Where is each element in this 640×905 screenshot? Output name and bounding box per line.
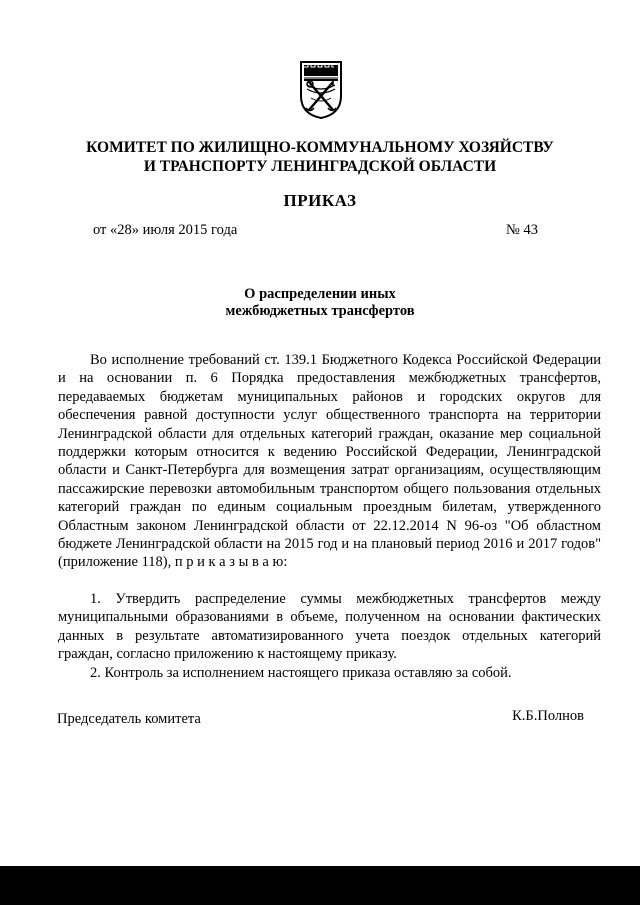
preamble-paragraph: Во исполнение требований ст. 139.1 Бюджетного Кодекса Российской Федерации и на основании п. 6 Порядка предоставления межбюджетных трансфертов, передаваемых бюджетам муниципальных районов и городских округов для обеспечения равной доступности услуг общественного транспорта на территории Ленинградской области для отдельных категорий граждан, оказание мер социальной поддержки которым относится к ведению Российской Федерации, Ленинградской области и Санкт-Петербурга для возмещения затрат организациям, осуществляющим пассажирские перевозки автомобильным транспортом общего пользования отдельных категорий граждан по единым социальным проездным билетам, утвержденного Областным законом Ленинградской области от 22.12.2014 N 96-оз "Об областном бюджете Ленинградской области на 2015 год и на плановый период 2016 и 2017 годов" (приложение 118), п р и к а з ы в а ю: <box>58 352 601 571</box>
document-date: от «28» июля 2015 года <box>93 222 238 238</box>
document-number: № 43 <box>506 222 538 238</box>
document-body <box>58 351 601 682</box>
organization-name <box>0 138 640 176</box>
scan-border <box>0 866 640 905</box>
document-type: ПРИКАЗ <box>283 191 357 210</box>
order-item-2: 2. Контроль за исполнением настоящего приказа оставляю за собой. <box>90 664 512 681</box>
signatory-name: К.Б.Полнов <box>512 708 584 724</box>
subject-line-1: О распределении иных <box>244 286 396 302</box>
document-subject <box>0 286 640 320</box>
org-line-2: И ТРАНСПОРТУ ЛЕНИНГРАДСКОЙ ОБЛАСТИ <box>143 158 497 175</box>
coat-of-arms-icon <box>298 58 344 120</box>
subject-line-2: межбюджетных трансфертов <box>225 303 415 319</box>
order-item-1: 1. Утвердить распределение суммы межбюджетных трансфертов между муниципальными образованиями в объеме, полученном на основании фактических данных в результате автоматизированного учета поездок отдельных категорий граждан, согласно приложению к настоящему приказу. <box>58 590 601 663</box>
org-line-1: КОМИТЕТ ПО ЖИЛИЩНО-КОММУНАЛЬНОМУ ХОЗЯЙСТВУ <box>86 139 554 156</box>
signatory-position: Председатель комитета <box>57 711 201 727</box>
